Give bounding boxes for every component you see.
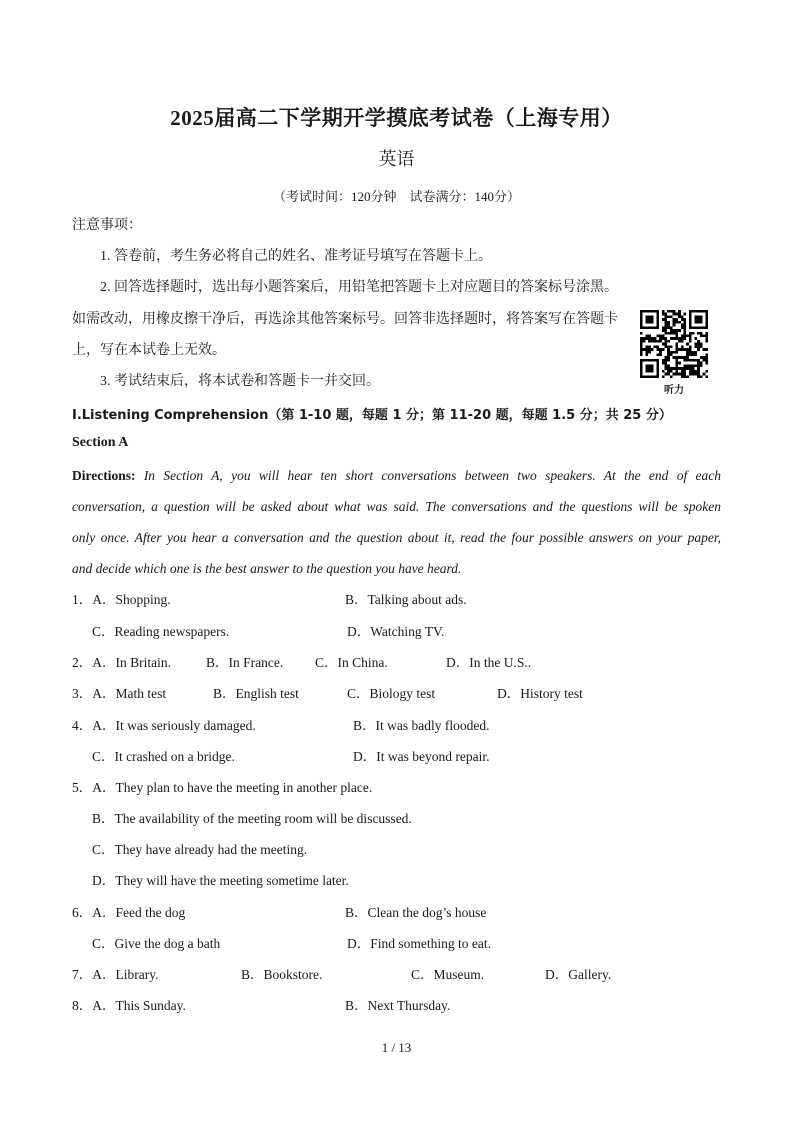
question-4-option-d: D．It was beyond repair. xyxy=(353,749,490,764)
question-4-option-a: 4．A．It was seriously damaged. xyxy=(72,718,256,733)
question-2-option-b: B．In France. xyxy=(206,655,284,670)
notice-item-3: 3. 考试结束后，将本试卷和答题卡一并交回。 xyxy=(100,374,380,389)
notice-item-2-cont: 上，写在本试卷上无效。 xyxy=(72,343,226,358)
question-3-option-a: 3．A．Math test xyxy=(72,686,167,701)
question-8-option-b: B．Next Thursday. xyxy=(345,998,451,1013)
question-2-option-d: D．In the U.S.. xyxy=(446,655,532,670)
notice-item-2-cont: 如需改动，用橡皮擦干净后，再选涂其他答案标号。回答非选择题时，将答案写在答题卡 xyxy=(72,312,618,327)
question-2-option-c: C．In China. xyxy=(315,655,388,670)
question-3-option-b: B．English test xyxy=(213,686,299,701)
subject-title: 英语 xyxy=(378,149,415,169)
question-4-option-b: B．It was badly flooded. xyxy=(353,718,490,733)
question-6-option-c: C．Give the dog a bath xyxy=(92,936,221,951)
question-5-option-d: D．They will have the meeting sometime later. xyxy=(92,873,349,888)
question-4-option-c: C．It crashed on a bridge. xyxy=(92,749,235,764)
question-8-option-a: 8．A．This Sunday. xyxy=(72,998,186,1013)
qr-label: 听力 xyxy=(664,385,684,396)
directions-line: Directions: In Section A, you will hear ten short conversations between two speakers. At the end of each xyxy=(72,468,721,483)
part-heading-listening: I.Listening Comprehension（第 1-10 题，每题 1 分；第 11-20 题，每题 1.5 分；共 25 分） xyxy=(72,408,672,423)
question-2-option-a: 2．A．In Britain. xyxy=(72,655,171,670)
question-7-option-b: B．Bookstore. xyxy=(241,967,323,982)
directions-line: and decide which one is the best answer to the question you have heard. xyxy=(72,561,462,576)
notice-item-1: 1. 答卷前，考生务必将自己的姓名、准考证号填写在答题卡上。 xyxy=(100,249,492,264)
page-number: 1 / 13 xyxy=(381,1040,412,1055)
question-7-option-a: 7．A．Library. xyxy=(72,967,159,982)
directions-line: conversation, a question will be asked about what was said. The conversations and the questions will be spoken xyxy=(72,499,721,514)
question-1-option-c: C．Reading newspapers. xyxy=(92,624,230,639)
question-6-option-d: D．Find something to eat. xyxy=(347,936,491,951)
question-7-option-d: D．Gallery. xyxy=(545,967,612,982)
notice-item-2: 2. 回答选择题时，选出每小题答案后，用铅笔把答题卡上对应题目的答案标号涂黑。 xyxy=(100,280,618,295)
question-1-option-d: D．Watching TV. xyxy=(347,624,445,639)
directions-line: only once. After you hear a conversation and the question about it, read the four possible answers on your paper, xyxy=(72,530,721,545)
page-title: 2025届高二下学期开学摸底考试卷（上海专用） xyxy=(170,106,623,130)
exam-time-info: （考试时间：120分钟 试卷满分：140分） xyxy=(272,189,520,204)
question-6-option-b: B．Clean the dog’s house xyxy=(345,905,487,920)
question-1-option-a: 1．A．Shopping. xyxy=(72,592,171,607)
section-heading: Section A xyxy=(72,435,129,450)
notice-heading: 注意事项： xyxy=(72,218,142,233)
question-3-option-c: C．Biology test xyxy=(347,686,436,701)
question-3-option-d: D．History test xyxy=(497,686,583,701)
qr-code-icon[interactable] xyxy=(640,310,708,378)
question-6-option-a: 6．A．Feed the dog xyxy=(72,905,186,920)
question-5-option-c: C．They have already had the meeting. xyxy=(92,842,308,857)
question-5-option-b: B．The availability of the meeting room will be discussed. xyxy=(92,811,412,826)
question-7-option-c: C．Museum. xyxy=(411,967,485,982)
directions-label: Directions: xyxy=(72,468,136,483)
question-1-option-b: B．Talking about ads. xyxy=(345,592,467,607)
question-5-option-a: 5．A．They plan to have the meeting in another place. xyxy=(72,780,373,795)
